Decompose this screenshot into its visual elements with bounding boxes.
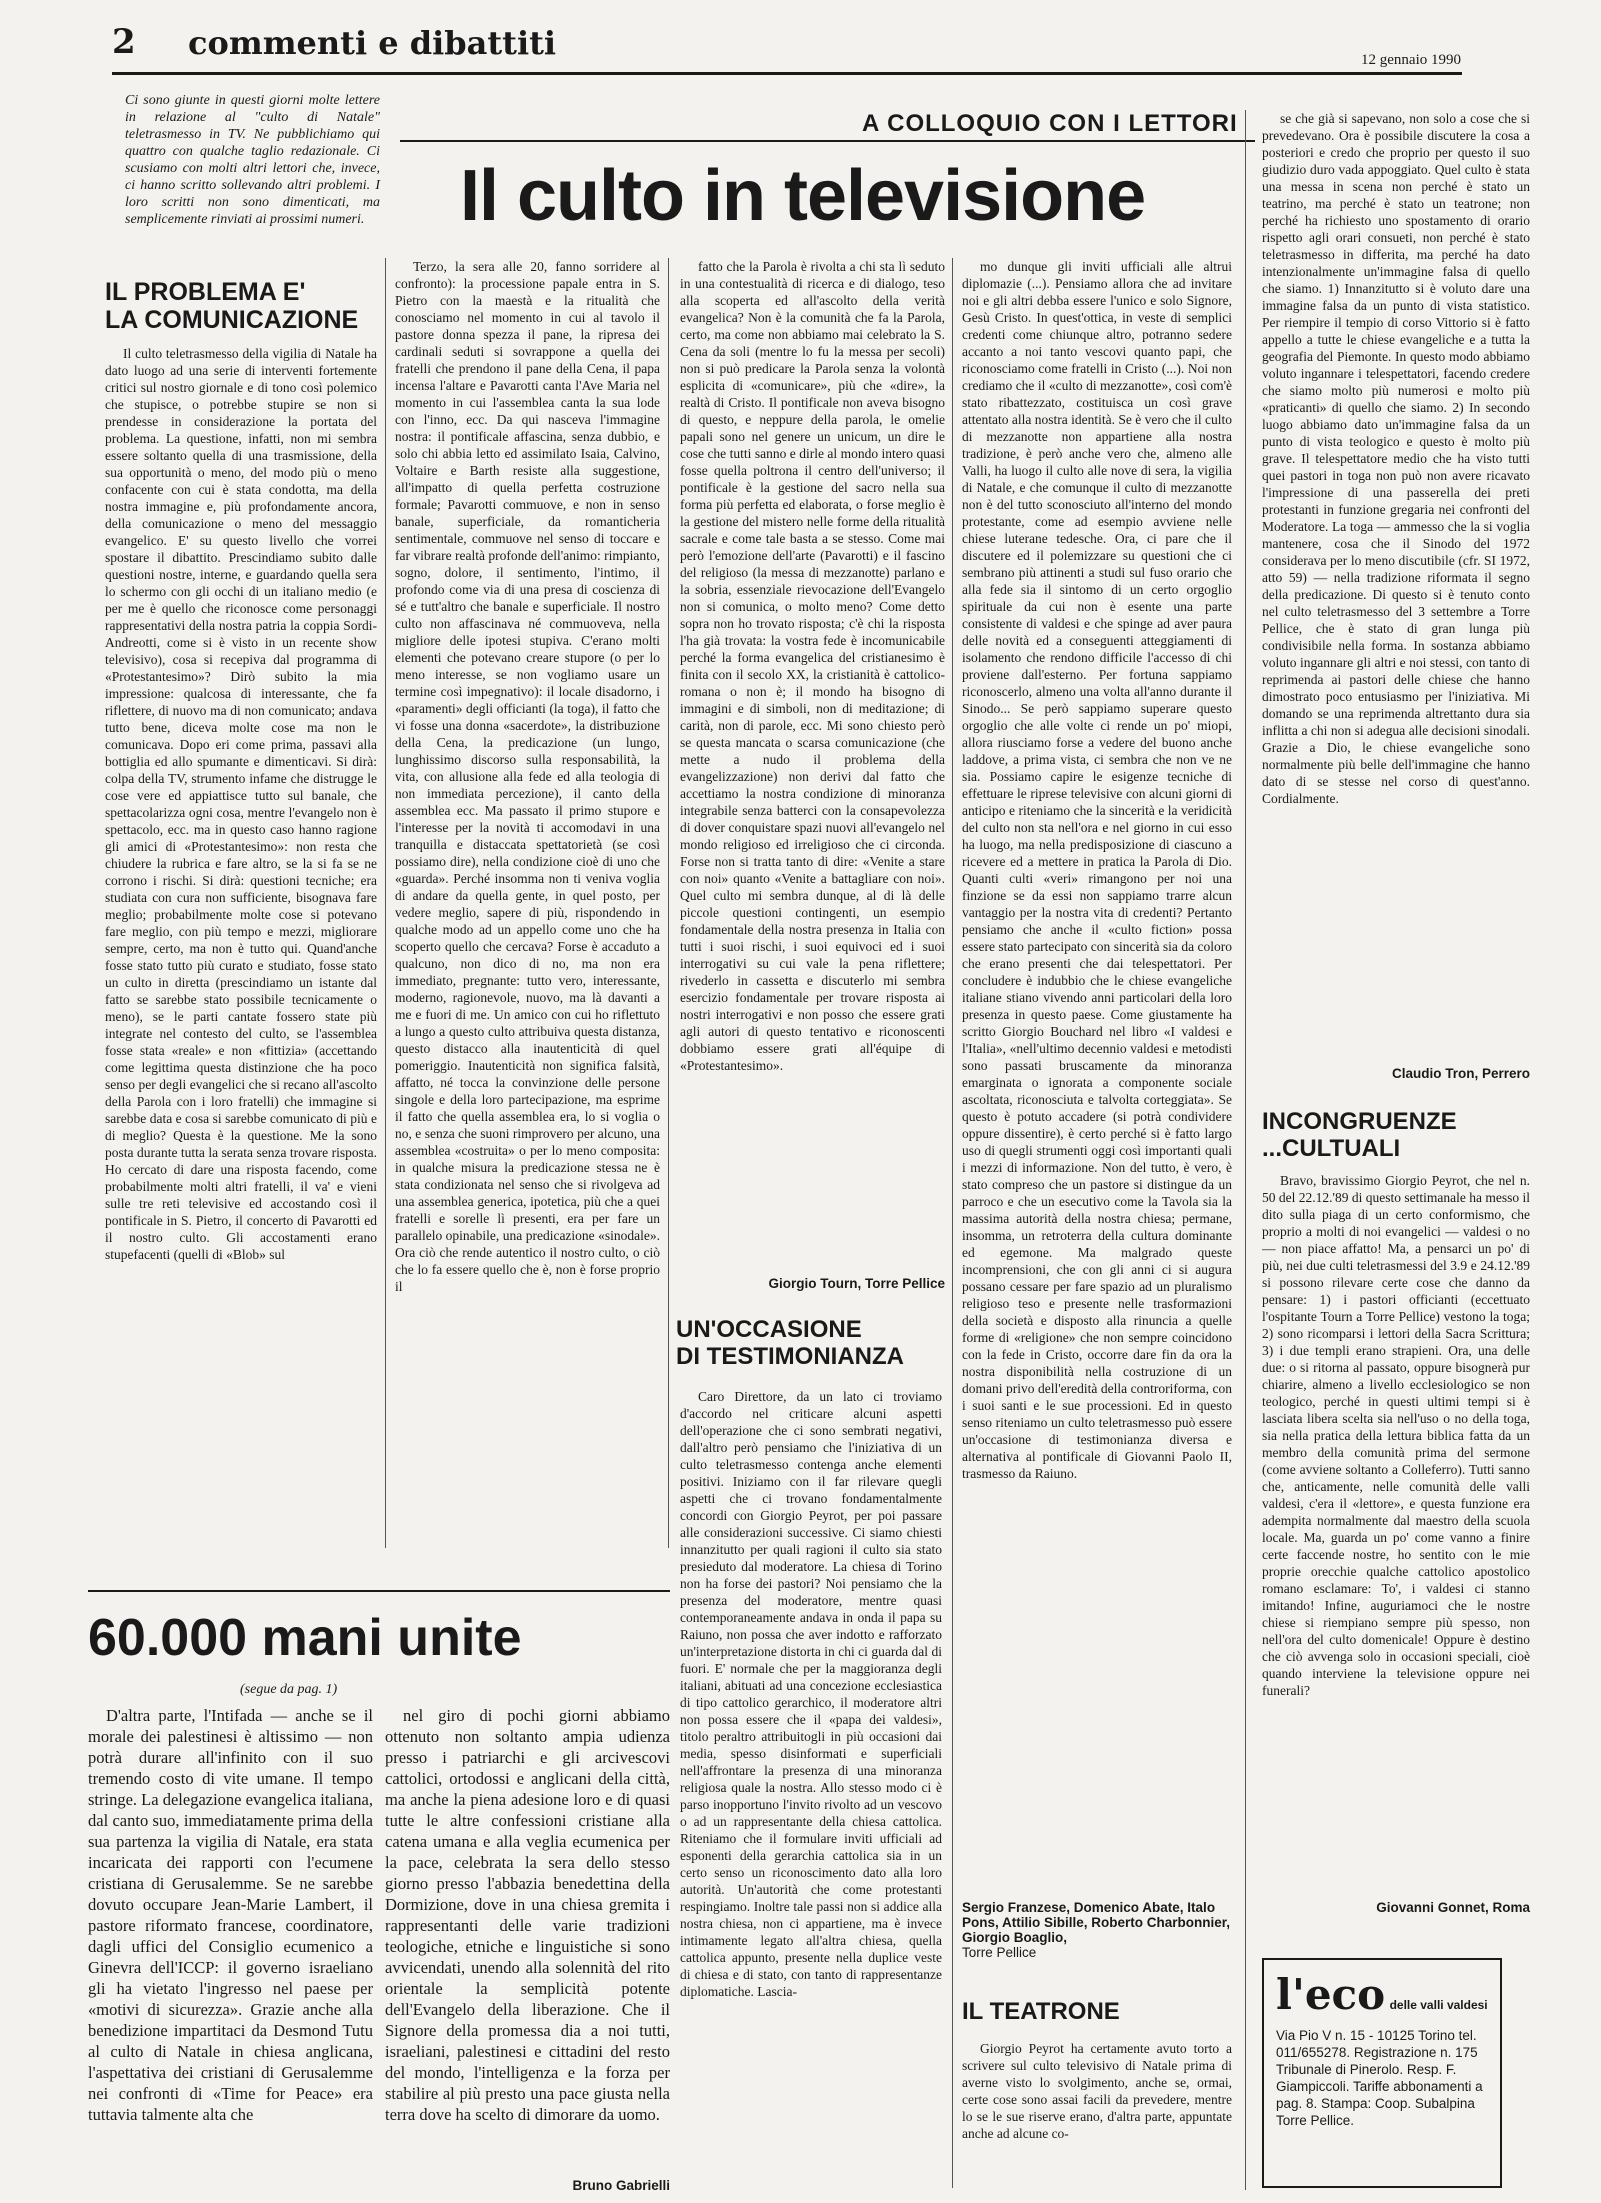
letter3-column	[1262, 1172, 1530, 1892]
column-divider	[385, 258, 386, 1548]
continued-note: (segue da pag. 1)	[240, 1682, 338, 1697]
letter-right-column-text: se che già si sapevano, non solo a cose che si prevedevano. Ora è possibile discutere la cosa a posteriori e credo che proprio per questo il suo giudizio duro vada appoggiato. Quel culto è stata una messa in scena non perché è stato un teatrino, ma perché è stato un teatrone; non perché ha richiesto uno spostamento di orario rispetto agli orari consueti, non perché è stato teletrasmesso in differita, ma perché ha dato intenzionalmente un'immagine falsa di quello che siamo. 1) Innanzitutto si è voluto dare una immagine falsa da un punto di vista statistico. Per riempire il tempio di corso Vittorio si è fatto appello a tutte le chiese evangeliche e a tutta la geografia del Piemonte. In questo modo abbiamo voluto ingannare i telespettatori, facendo credere che siamo molto più numerosi e molto più «praticanti» di quello che siamo. 2) In secondo luogo abbiamo dato un'immagine falsa da un punto di vista teologico e questo è molto più grave. Il telespettatore medio che ha visto tutti quei pastori in toga non può non avere ricavato l'impressione di una passerella dei preti protestanti in funzione gregaria nei confronti del Moderatore. La toga — ammesso che la si voglia mantenere, cosa che il Sinodo del 1972 considerava per lo meno discutibile (cfr. SI 1972, atto 59) — nella tradizione riformata il segno della predicazione. Di questo si è tenuto conto nel culto teletrasmesso del 3 settembre a Torre Pellice, che è stato di gran lunga più condivisibile nella forma. In sostanza abbiamo voluto ingannare gli altri e noi stessi, con tanto di reprimenda ai pastori delle chiese che hanno dimostrato poco entusiasmo per l'iniziativa. Mi domando se una reprimenda altrettanto dura sia inflitta a chi non si adegua alle decisioni sinodali. Grazie a Dio, le chiese evangeliche sono normalmente più belle dell'immagine che hanno dato di se stesse nel corso di quest'anno. Cordialmente.	[1262, 111, 1530, 806]
letter2-column3-text: Caro Direttore, da un lato ci troviamo d'accordo nel criticare alcuni aspetti dell'operazione che ci sono sembrati negativi, dall'altro però pensiamo che l'iniziativa di un culto teletrasmesso contenga anche elementi positivi. Iniziamo con il far rilevare quegli aspetti che ci trovano fondamentalmente concordi con Giorgio Peyrot, per poi passare alle considerazioni successive. Ci siamo chiesti innanzitutto per quali ragioni il culto sia stato presieduto dal moderatore. La chiesa di Torino non ha forse dei pastori? Noi pensiamo che la presenza del moderatore, mentre quasi contemporaneamente andava in onda il papa su Raiuno, non possa che aver indotto e rafforzato un'interpretazione distorta in chi ci guarda dal di fuori. E' normale che per la maggioranza degli italiani, abituati ad una concezione ecclesiastica di tipo cattolico gerarchico, il moderatore altri non possa essere che il «papa dei valdesi», titolo peraltro attribuitogli in più occasioni dai media, spesso disinformati e superficiali nell'affrontare la presenza di una minoranza religiosa quale la nostra. Allo stesso modo ci è parso inopportuno l'invito rivolto ad un vescovo o ad un rappresentante della chiesa cattolica. Riteniamo che il formulare inviti ufficiali ad esponenti della gerarchia cattolica sia in un certo senso un riconoscimento dato alla loro autorità. Un'autorità che come protestanti respingiamo. Inoltre tale passi non si addice alla nostra chiesa, non ci appartiene, ma è invece intimamente legato all'altra chiesa, quella cattolica appunto, presente nella duplice veste di chiesa e di stato, con tanto di rappresentanze diplomatiche. Lascia-	[680, 1389, 942, 1999]
letter2-column4	[962, 258, 1232, 1898]
article2-headline: 60.000 mani unite	[88, 1609, 522, 1667]
article-rule	[88, 1590, 670, 1592]
letter2-signature-place: Torre Pellice	[962, 1945, 1037, 1960]
page-number: 2	[112, 22, 136, 62]
letter1-column3-text: fatto che la Parola è rivolta a chi sta lì seduto in una contestualità di ricerca e di dialogo, teso alla scoperta ed all'ascolto della verità evangelica? Non è la comunità che fa la Parola, certo, ma come non abbiamo mai celebrato la S. Cena da soli (mentre lo fu la messa per secoli) non si può predicare la Parola senza la volontà esplicita di «comunicare», più che «dire», la realtà di Cristo. Il pontificale non aveva bisogno di questo, e neppure della parola, le omelie papali sono nel genere un unicum, un dire le cose che tutti sanno e dirle al mondo intero quasi fosse quella poltrona il centro dell'universo; il pontificale è la gestione del sacro nella sua forma più perfetta ed elaborata, o forse meglio è la gestione del mistero nelle forme della ritualità sacrale e come tale basta a se stesso. Come mai però l'emozione dell'arte (Pavarotti) e il fascino del religioso (la messa di mezzanotte) parlano e la sobria, essenziale rievocazione dell'Evangelo non si comunica, o molto meno? Come detto sopra non ho trovato risposta; c'è chi la risposta l'ha già trovata: la vostra fede è incomunicabile perché la forma evangelica del cristianesimo è finita con il secolo XX, la cristianità è cattolico-romana o non è; il mondo ha bisogno di immagini e di simboli, non di meditazione; di carità, non di parole, ecc. Mi sono chiesto però se questa mancata o scarsa comunicazione (che mette a nudo il problema della evangelizzazione) non derivi dal fatto che accettiamo la nostra condizione di minoranza integrabile senza batterci con la consapevolezza di dover conquistare spazi nuovi all'evangelo nel mondo religioso ed irreligioso che ci circonda. Forse non si tratta tanto di dire: «Venite a stare con noi» quanto «Venite a battagliare con noi». Quel culto mi sembra dunque, al di là delle piccole questioni contingenti, un esempio fondamentale della nostra presenza in Italia con tutti i suoi rischi, i suoi equivoci ed i suoi interrogativi su cui vale la pena riflettere; rivederlo in cassetta e discuterlo mi sembra esercizio fondamentale per trovare risposta ai nostri interrogativi e non posso che essere grati agli autori di questo tentativo e riconoscenti dobbiamo essere grati all'équipe di «Protestantesimo».	[680, 259, 945, 1073]
letter-right-signature: Claudio Tron, Perrero	[1391, 1066, 1530, 1081]
letter1-title	[105, 278, 385, 334]
letter2-title	[676, 1316, 946, 1370]
letter1-column1-text: Il culto teletrasmesso della vigilia di Natale ha dato luogo ad una serie di interventi fortemente critici sul nostro giornale e di tono così polemico che stupisce, o potrebbe stupire se non si prendesse in considerazione la portata del problema. La questione, infatti, non mi sembra essere soltanto quella di una trasmissione, della sua opportunità o meno, del modo più o meno confacente con cui è stata condotta, ma della nostra immagine e, più profondamente ancora, della comunicazione o meno del messaggio evangelico. E' su questo livello che vorrei spostare il dibattito. Prescindiamo subito dalle questioni nostre, interne, e guardando quella sera lo schermo con gli occhi di un italiano medio (e per me è quello che riconosce come personaggi rappresentativi della nostra patria la coppia Sordi-Andreotti, come si è visto in un recente show televisivo), cosa si recepiva dal programma di «Protestantesimo»? Dirò subito la mia impressione: qualcosa di interessante, che fa riflettere, di nuovo ma di non comunicato; andava tutto bene, diceva molte cose ma non le comunicava. Dopo eri come prima, passavi alla bottiglia ed allo spumante e dimenticavi. Si dirà: colpa della TV, strumento infame che distrugge le cose vere ed appiattisce tutto sul banale, che spettacolarizza ogni cosa, mentre l'evangelo non è spettacolo, ecc. ma in questo caso hanno ragione gli amici di «Protestantesimo»: non resta che chiudere la rubrica e fare altro, se la si fa se ne corrono i rischi. Si dirà: questioni tecniche; era studiata con cura non sufficiente, bisognava fare meglio; probabilmente molte cose si potevano fare meglio, con più tempo e mezzi, migliorare sempre, certo, ma non è tutto qui. Quand'anche fosse stato tutto più curato e studiato, fosse stato un culto in diretta (prescindiamo un istante dal fatto se sarebbe stato possibile tecnicamente o meno), se le parti cantate fossero state più integrate nel contesto del culto, se l'assemblea fosse stata «reale» e non «fittizia» (accettando come legittima questa distinzione che ha poco senso per degli evangelici che si recano all'ascolto della Parola con i loro fratelli) che immagine si sarebbe data e cosa si sarebbe comunicato di più e di meglio? Questa è la questione. Me la sono posta durante tutta la serata senza trovare risposta. Ho cercato di dare una risposta facendo, come probabilmente molti altri fratelli, il va' e vieni sulle tre reti televisive ed accostando così il pontificale in S. Pietro, il concerto di Pavarotti ed il nostro culto. Gli accostamenti erano stupefacenti (quelli di «Blob» sul	[105, 346, 377, 1262]
letter4-title: IL TEATRONE	[962, 1998, 1120, 2025]
column-divider	[952, 258, 953, 2188]
kicker-rule	[400, 140, 1255, 142]
letter4-column	[962, 2040, 1232, 2190]
letter2-signature-names: Sergio Franzese, Domenico Abate, Italo Pons, Attilio Sibille, Roberto Charbonnier, Giorgio Boaglio,	[962, 1900, 1231, 1945]
letter2-title-line1: UN'OCCASIONE	[676, 1316, 862, 1343]
article2-column1	[88, 1705, 373, 2195]
letter3-column-text: Bravo, bravissimo Giorgio Peyrot, che nel n. 50 del 22.12.'89 di questo settimanale ha messo il dito sulla piaga di un certo conformismo, che proprio a molti di noi evangelici — valdesi o no — non piace affatto! Ma, a pensarci un po' di più, nei due culti teletrasmessi del 3.9 e 24.12.'89 si possono rilevare certe cose che danno da pensare: 1) i pastori officianti (eccettuato l'ospitante Tourn a Torre Pellice) vestono la toga; 2) sono ricomparsi i lettori della Sacra Scrittura; 3) i due templi erano strapieni. Ora, una delle due: o si ritorna al passato, oppure bisognerà pur chiarire, almeno a livello ecclesiologico se non teologico, perché in questi ultimi tempi si è lasciata libera scelta sia nell'uso o no della toga, sia nella pratica della lettura biblica fatta da un membro della comunità prima del sermone (come avviene soltanto a Colleferro). Tutti sanno che, anticamente, nelle comunità delle valli valdesi, c'era il «lettore», e questa funzione era adempita normalmente dal maestro della scuola locale. Ma, guarda un po' come vanno a finire certe faccende nostre, ho sentito con le mie proprie orecchie qualche cattolico apostolico romano esclamare: To', i valdesi ci stanno imitando! Infine, auguriamoci che le nostre chiese si riempiano sempre più spesso, non nell'ora del culto domenicale! Oppure è destino che ciò avvenga solo in occasioni speciali, cioè quando interviene la televisione oppure nei funerali?	[1262, 1173, 1530, 1698]
letter3-title-line1: INCONGRUENZE	[1262, 1108, 1457, 1135]
eco-logo-text: l'eco	[1276, 1970, 1386, 2019]
masthead-rule	[112, 72, 1462, 75]
eco-logo	[1276, 1970, 1488, 2019]
letter1-column3	[680, 258, 945, 1263]
letter1-signature: Giorgio Tourn, Torre Pellice	[768, 1276, 945, 1291]
section-title: commenti e dibattiti	[188, 24, 557, 62]
letter1-column2	[395, 258, 660, 1548]
eco-logo-tag: delle valli valdesi	[1389, 1998, 1488, 2012]
letter1-column1	[105, 345, 377, 1545]
letter2-signature	[962, 1900, 1232, 1960]
kicker: A COLLOQUIO CON I LETTORI	[862, 110, 1238, 137]
letter2-title-line2: DI TESTIMONIANZA	[676, 1343, 904, 1370]
letter2-column3	[680, 1388, 942, 2188]
main-headline: Il culto in televisione	[460, 156, 1146, 236]
editorial-intro: Ci sono giunte in questi giorni molte lettere in relazione al "culto di Natale" teletrasmesso in TV. Ne pubblichiamo qui quattro con qualche taglio redazionale. Ci scusiamo con molti altri lettori che, invece, ci hanno scritto sollevando altri problemi. I loro scritti non sono dimenticati, ma semplicemente rinviati ai prossimi numeri.	[125, 93, 380, 227]
article2-column1-text: D'altra parte, l'Intifada — anche se il morale dei palestinesi è altissimo — non potrà durare all'infinito con il suo tremendo costo di vite umane. Il tempo stringe. La delegazione evangelica italiana, dal canto suo, immediatamente prima della sua partenza la vigilia di Natale, era stata incaricata dei rapporti con l'ecumene cristiana di Gerusalemme. Se ne sarebbe dovuto occupare Jean-Marie Lambert, il pastore riformato francese, coordinatore, dagli uffici del Consiglio ecumenico a Ginevra dell'ICCP: il governo israeliano gli ha vietato l'ingresso nel paese per «motivi di sicurezza». Grazie anche alla benedizione impartitaci da Desmond Tutu al culto di Natale in chiesa anglicana, l'aspettativa dei cristiani di Gerusalemme nei confronti di «Time for Peace» era tuttavia talmente alta che	[88, 1706, 373, 2124]
letter2-column4-text: mo dunque gli inviti ufficiali alle altrui diplomazie (...). Pensiamo allora che ad invitare noi e gli altri debba essere l'unico e solo Signore, Gesù Cristo. In quest'ottica, in veste di semplici credenti come chiunque altro, potranno sedere accanto a noi tanto vescovi quanto papi, che riconosciamo come fratelli in Cristo (...). Noi non crediamo che il «culto di mezzanotte», così com'è stato ribattezzato, costituisca un così grave attentato alla nostra identità. Se è vero che il culto di mezzanotte non appartiene alla nostra tradizione, è però anche vero che, almeno alle Valli, ha luogo il culto alle nove di sera, la vigilia di Natale, e che comunque il culto di mezzanotte non è del tutto sconosciuto all'interno del mondo protestante, come ad esempio avviene nelle chiese luterane tedesche. Ora, ci pare che il discutere ed il polemizzare su questioni che ci sembrano più attinenti a studi sul fuso orario che alla fede sia il sintomo di un certo orgoglio spirituale da cui non è esente una parte consistente di valdesi e che spinge ad aver paura delle novità ed a conseguenti atteggiamenti di isolamento che rendono difficile l'accesso di chi proviene dall'esterno. Per fortuna sappiamo riconoscerlo, almeno una volta all'anno durante il Sinodo... Se però sappiamo superare questo orgoglio che alle volte ci rende un po' miopi, allora riusciamo forse a vedere del buono anche laddove, a prima vista, ci sembra che non ve ne sia. Possiamo capire le esigenze tecniche di effettuare le riprese televisive con alcuni giorni di anticipo e riteniamo che la sincerità e la veridicità del culto non sta nell'ora e nel giorno in cui esso ha luogo, ma nella predisposizione di ciascuno a ricevere ed a mettere in pratica la Parola di Dio. Quanti culti «veri» rimangono per noi una finzione se da essi non sappiamo trarre alcun vantaggio per la nostra vita di credenti? Pertanto pensiamo che anche il «culto fiction» possa essere stato partecipato con sincerità sia da coloro che erano presenti che dai telespettatori. Per concludere è indubbio che le chiese evangeliche italiane stiano vivendo anni particolari della loro presenza in questo paese. Come giustamente ha scritto Giorgio Bouchard nel libro «I valdesi e l'Italia», «nell'ultimo decennio valdesi e metodisti sono passati bruscamente da minoranza emarginata o ignorata a componente sociale ascoltata, riconosciuta e talvolta corteggiata». Se questo è potuto accadere (si potrà condividere oppure dissentire), è certo perché si è fatto largo uso di quegli strumenti oggi così importanti quali i mezzi di informazione. Non del tutto, è vero, è stato compreso che un pastore si distingue da un parroco e che un esecutivo come la Tavola sia la massima autorità della nostra chiesa; permane, insomma, un retroterra della cultura dominante ed egemone. Ma malgrado queste incomprensioni, che con gli anni ci si augura possano cessare per fare spazio ad un pluralismo religioso teso e presente nelle trasformazioni della società e disposto alla rinuncia a quelle forme di «religione» che non sempre coincidono con la fede in Cristo, occorre dare fin da ora la nostra disponibilità nella costruzione di un domani privo dell'eredità della controriforma, con i suoi santi e le sue processioni. Ed in questo senso riteniamo un culto teletrasmesso può essere un'occasione di testimonianza diversa e alternativa al pontificale di Giovanni Paolo II, trasmesso da Raiuno.	[962, 259, 1232, 1481]
letter1-title-line1: IL PROBLEMA E'	[105, 278, 306, 306]
eco-info: Via Pio V n. 15 - 10125 Torino tel. 011/655278. Registrazione n. 175 Tribunale di Pinerolo. Resp. F. Giampiccoli. Tariffe abbonamenti a pag. 8. Stampa: Coop. Subalpina Torre Pellice.	[1276, 2028, 1483, 2128]
column-divider	[668, 258, 669, 1548]
letter3-signature: Giovanni Gonnet, Roma	[1376, 1900, 1530, 1915]
article2-column2-text: nel giro di pochi giorni abbiamo ottenuto non soltanto ampia udienza presso i patriarchi e gli arcivescovi cattolici, ortodossi e anglicani della città, ma anche la piena adesione loro e di quasi tutte le altre confessioni cristiane alla catena umana e alla veglia ecumenica per la pace, celebrata la sera dello stesso giorno presso l'abbazia benedettina della Dormizione, dove in una chiesa gremita i rappresentanti delle varie tradizioni teologiche, etniche e linguistiche si sono avvicendati, unendo alla solennità del rito orientale la semplicità potente dell'Evangelo della liberazione. Che il Signore della promessa dia a noi tutti, israeliani, palestinesi e cittadini del resto del mondo, l'intelligenza e la forza per stabilire al più presto una pace giusta nella terra dove ha scelto di dimorare da uomo.	[385, 1706, 670, 2124]
letter-right-column	[1262, 110, 1530, 1070]
issue-date: 12 gennaio 1990	[1361, 52, 1461, 68]
article2-column2	[385, 1705, 670, 2175]
letter3-title-line2: ...CULTUALI	[1262, 1135, 1401, 1162]
letter3-title	[1262, 1108, 1530, 1162]
article2-signature: Bruno Gabrielli	[572, 2178, 670, 2193]
letter4-column-text: Giorgio Peyrot ha certamente avuto torto a scrivere sul culto televisivo di Natale prima di averne visto lo svolgimento, anche se, ormai, certe cose sono assai facili da prevedere, mentre lo se le sue riserve erano, d'altra parte, appuntate anche ad alcune co-	[962, 2041, 1232, 2141]
letter1-title-line2: LA COMUNICAZIONE	[105, 306, 359, 334]
letter1-column2-text: Terzo, la sera alle 20, fanno sorridere al confronto): la processione papale entra in S. Pietro con la maestà e la ritualità che conosciamo nel momento in cui al tavolo il pastore donna spezza il pane, la ripresa dei cardinali seduti si sovrappone a quella dei fratelli che prendono il pane della Cena, il papa incensa l'altare e Pavarotti canta l'Ave Maria nel momento in cui l'assemblea canta la sua lode con l'inno, ecc. Da qui nasceva l'immagine nostra: il pontificale affascina, senza dubbio, e solo chi abbia letto ed assimilato Isaia, Calvino, Voltaire e Barth resiste alla suggestione, all'impatto di quella perfetta costruzione formale; Pavarotti commuove, e non in senso banale, superficiale, da romanticheria sentimentale, commuove nel senso di toccare e far vibrare realtà profonde dell'animo: rimpianto, sogno, dolore, il sentimento, l'intimo, il profondo come via di una presa di coscienza di sé e tutt'altro che banale e superficiale. Il nostro culto non affascinava né commuoveva, nella migliore delle ipotesi stupiva. C'erano molti elementi che potevano creare stupore (o per lo meno interesse, se non vogliamo usare un termine così impegnativo): il locale disadorno, i «paramenti» degli officianti (la toga), il fatto che vi fosse una donna «sacerdote», la distribuzione della Cena, la predicazione (un lungo, lunghissimo discorso sulla responsabilità, la vita, con allusione alla fede ed alla teologia di non immediata percezione), il canto della assemblea ecc. Ma passato il primo stupore e l'interesse per la novità ti accomodavi in una tranquilla e distaccata spettatorietà (se così possiamo dire), nella condizione cioè di uno che «guarda». Perché insomma non ti veniva voglia di andare da quella gente, in quel posto, per vedere meglio, sapere di più, rispondendo in qualche modo ad un appello come uno che ha scoperto quello che cercava? Forse è accaduto a qualcuno, non dico di no, ma non era immediato, pregnante: tutto vero, interessante, moderno, ragionevole, nuovo, ma là davanti a me e fuori di me. Un amico con cui ho riflettuto a lungo a questo culto attribuiva questa distanza, questo distacco alla inautenticità di quel pomeriggio. Inautenticità non significa falsità, affatto, né tocca la convinzione delle persone singole e della loro partecipazione, ma esprime il fatto che quella assemblea era, lo si voglia o no, e senza che suoni rimprovero per alcuno, una assemblea «costruita» o per lo meno composita: in qualche misura la predicazione stessa ne è stata condizionata nel senso che si rivolgeva ad una assemblea generica, ipotetica, più che a quei fratelli e sorelle lì presenti, era per fare un parallelo opinabile, una predicazione «sinodale». Ora ciò che rende autentico il nostro culto, o ciò che lo fa essere quello che è, non è forse proprio il	[395, 259, 660, 1294]
publisher-box	[1262, 1958, 1502, 2188]
column-divider	[1245, 110, 1246, 2190]
